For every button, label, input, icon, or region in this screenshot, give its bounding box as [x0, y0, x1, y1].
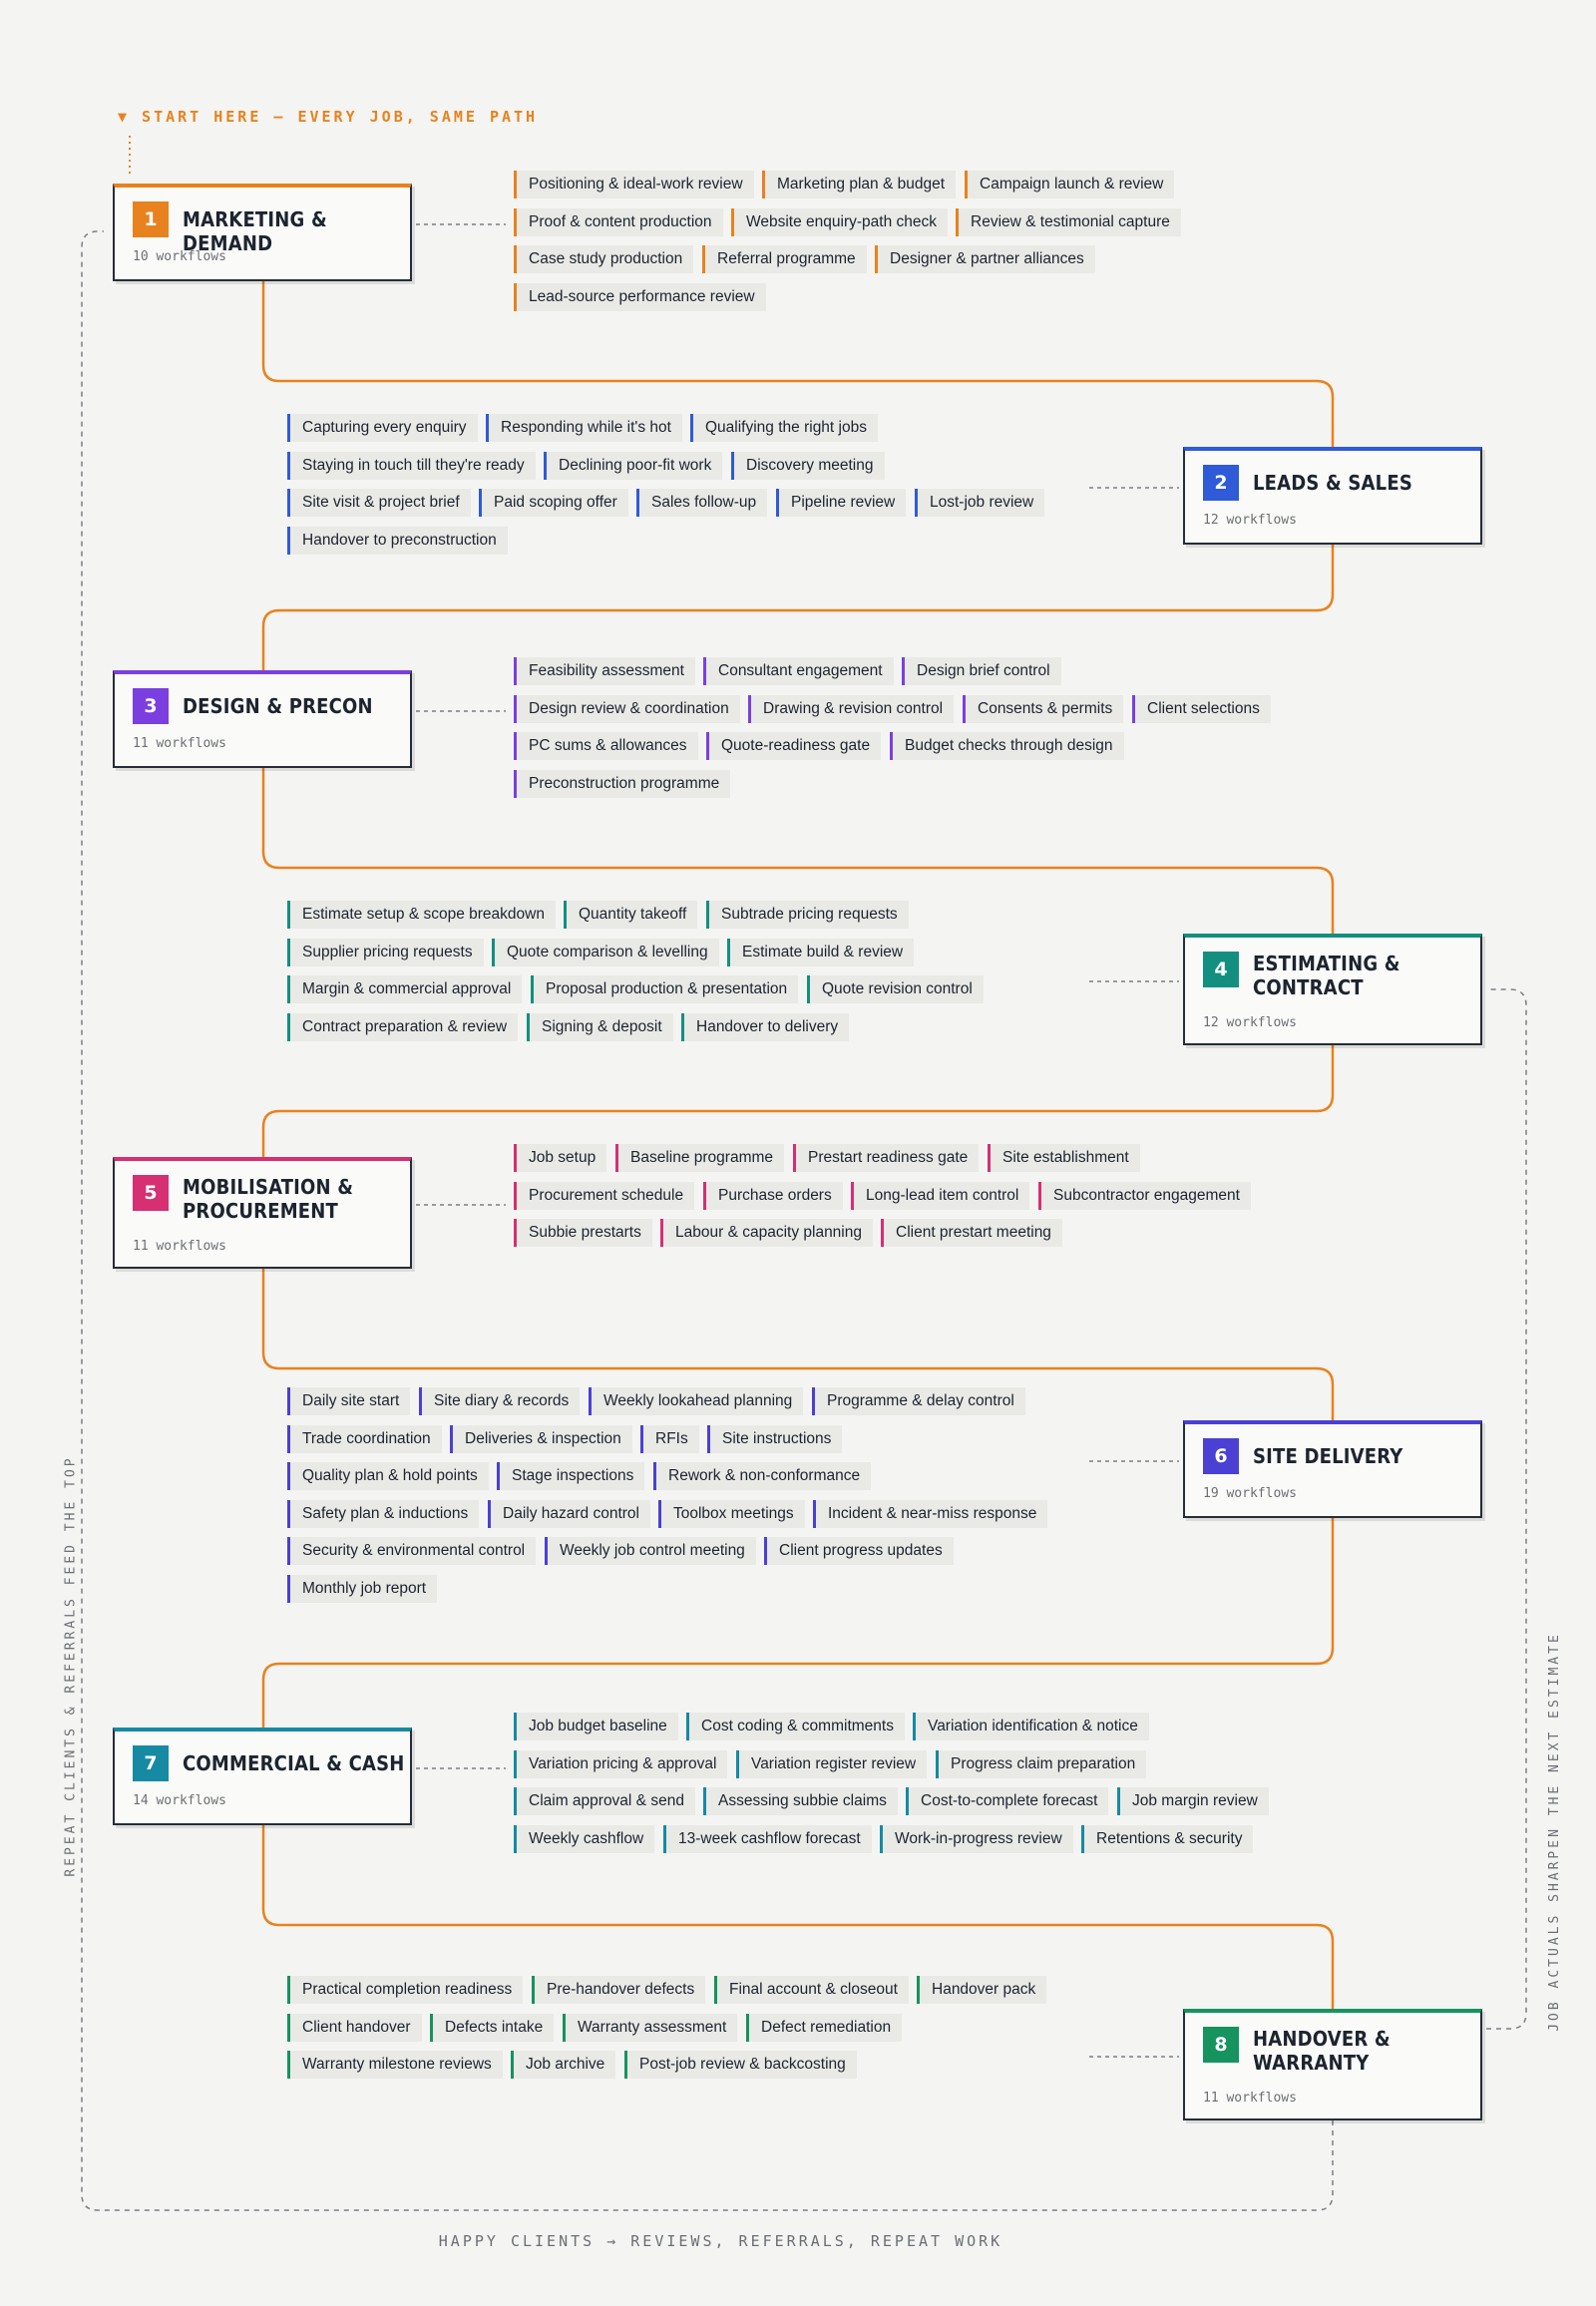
estimate-feedback-loop: [1486, 989, 1526, 2029]
workflow-chip[interactable]: Qualifying the right jobs: [690, 414, 878, 442]
workflow-chip[interactable]: Daily site start: [287, 1387, 410, 1415]
workflow-chip[interactable]: Progress claim preparation: [936, 1750, 1146, 1778]
workflow-chip[interactable]: Baseline programme: [615, 1144, 784, 1172]
workflow-chip[interactable]: Campaign launch & review: [965, 171, 1174, 198]
workflow-chip[interactable]: Weekly job control meeting: [545, 1537, 756, 1565]
workflow-chip[interactable]: Sales follow-up: [636, 489, 767, 517]
workflow-chip[interactable]: Pre-handover defects: [532, 1976, 705, 2004]
workflow-chip[interactable]: Design brief control: [902, 657, 1061, 685]
workflow-chip[interactable]: Claim approval & send: [514, 1787, 695, 1815]
stage-workflow-count: 14 workflows: [133, 1793, 226, 1808]
workflow-chip[interactable]: Post-job review & backcosting: [624, 2051, 857, 2079]
workflow-chip[interactable]: Pipeline review: [776, 489, 906, 517]
workflow-chip[interactable]: Preconstruction programme: [514, 770, 730, 798]
workflow-chip[interactable]: Incident & near-miss response: [813, 1500, 1047, 1528]
stage-workflow-count: 11 workflows: [133, 1239, 226, 1254]
workflow-chip[interactable]: Site diary & records: [419, 1387, 580, 1415]
workflow-chip[interactable]: Lead-source performance review: [514, 283, 766, 311]
workflow-chip[interactable]: Job budget baseline: [514, 1713, 678, 1740]
workflow-chip[interactable]: Cost coding & commitments: [686, 1713, 905, 1740]
workflow-chip[interactable]: Site instructions: [707, 1425, 842, 1453]
workflow-chip[interactable]: Labour & capacity planning: [660, 1219, 873, 1247]
workflow-chip[interactable]: Rework & non-conformance: [653, 1462, 871, 1490]
workflow-chip[interactable]: Weekly cashflow: [514, 1825, 654, 1853]
workflow-chip[interactable]: Variation identification & notice: [913, 1713, 1149, 1740]
stage-card-4[interactable]: [1183, 934, 1482, 1045]
stage-number-badge: 1: [133, 201, 169, 237]
workflow-chip[interactable]: Prestart readiness gate: [793, 1144, 979, 1172]
workflow-chip[interactable]: Supplier pricing requests: [287, 939, 484, 966]
workflow-chip[interactable]: Signing & deposit: [527, 1013, 673, 1041]
workflow-chip[interactable]: Consultant engagement: [703, 657, 894, 685]
workflow-chip[interactable]: Capturing every enquiry: [287, 414, 478, 442]
workflow-chip[interactable]: Proof & content production: [514, 208, 723, 236]
workflow-chip[interactable]: Weekly lookahead planning: [589, 1387, 803, 1415]
workflow-chip[interactable]: Subtrade pricing requests: [706, 901, 909, 929]
workflow-chip[interactable]: Feasibility assessment: [514, 657, 695, 685]
workflow-chip[interactable]: Assessing subbie claims: [703, 1787, 898, 1815]
workflow-chip[interactable]: Referral programme: [702, 245, 867, 273]
workflow-chip[interactable]: Contract preparation & review: [287, 1013, 518, 1041]
stage-workflow-count: 19 workflows: [1203, 1486, 1297, 1501]
workflow-chip[interactable]: Case study production: [514, 245, 693, 273]
stage-number-badge: 6: [1203, 1438, 1239, 1474]
workflow-chip[interactable]: Trade coordination: [287, 1425, 442, 1453]
workflow-chip[interactable]: Paid scoping offer: [479, 489, 628, 517]
workflow-chip[interactable]: Budget checks through design: [890, 732, 1124, 760]
workflow-chip[interactable]: PC sums & allowances: [514, 732, 698, 760]
stage-card-3[interactable]: [113, 670, 412, 768]
workflow-chip[interactable]: Staying in touch till they're ready: [287, 452, 536, 480]
workflow-chip[interactable]: Client progress updates: [764, 1537, 954, 1565]
left-side-label: REPEAT CLIENTS & REFERRALS FEED THE TOP: [63, 1454, 79, 1877]
stage-card-2[interactable]: [1183, 447, 1482, 545]
flow-path-segment: [263, 1045, 1333, 1157]
stage-card-8[interactable]: [1183, 2009, 1482, 2120]
workflow-chip[interactable]: Quality plan & hold points: [287, 1462, 489, 1490]
stage-number-badge: 5: [133, 1175, 169, 1211]
workflow-chip[interactable]: Site visit & project brief: [287, 489, 471, 517]
workflow-chip[interactable]: Proposal production & presentation: [531, 975, 798, 1003]
stage-number-badge: 7: [133, 1745, 169, 1781]
workflow-chip[interactable]: Website enquiry-path check: [731, 208, 948, 236]
workflow-chip[interactable]: Variation pricing & approval: [514, 1750, 727, 1778]
workflow-chip[interactable]: Drawing & revision control: [748, 695, 954, 723]
right-side-label: JOB ACTUALS SHARPEN THE NEXT ESTIMATE: [1546, 1631, 1562, 2032]
workflow-chip[interactable]: Cost-to-complete forecast: [906, 1787, 1108, 1815]
workflow-chip[interactable]: Handover pack: [917, 1976, 1046, 2004]
stage-workflow-count: 11 workflows: [1203, 2091, 1297, 2106]
stage-title: DESIGN & PRECON: [183, 694, 373, 718]
workflow-chip[interactable]: Quote comparison & levelling: [492, 939, 719, 966]
workflow-chip[interactable]: Practical completion readiness: [287, 1976, 523, 2004]
workflow-chip[interactable]: Retentions & security: [1081, 1825, 1253, 1853]
workflow-chip[interactable]: Variation register review: [736, 1750, 927, 1778]
workflow-chip[interactable]: Subcontractor engagement: [1038, 1182, 1251, 1210]
workflow-chip[interactable]: Estimate build & review: [727, 939, 914, 966]
loop-label: HAPPY CLIENTS → REVIEWS, REFERRALS, REPEAT WORK: [438, 2232, 1003, 2250]
stage-card-6[interactable]: [1183, 1420, 1482, 1518]
workflow-chip[interactable]: Daily hazard control: [488, 1500, 650, 1528]
workflow-chip[interactable]: Marketing plan & budget: [762, 171, 956, 198]
workflow-chip[interactable]: Programme & delay control: [812, 1387, 1025, 1415]
stage-number-badge: 2: [1203, 465, 1239, 501]
stage-number-badge: 3: [133, 688, 169, 724]
workflow-chip[interactable]: Job margin review: [1117, 1787, 1269, 1815]
workflow-chip[interactable]: Responding while it's hot: [486, 414, 682, 442]
workflow-chip[interactable]: Review & testimonial capture: [956, 208, 1181, 236]
stage-number-badge: 4: [1203, 952, 1239, 987]
workflow-chip[interactable]: Positioning & ideal-work review: [514, 171, 754, 198]
stage-card-7[interactable]: [113, 1728, 412, 1825]
stage-card-1[interactable]: [113, 184, 412, 281]
workflow-chip[interactable]: Declining poor-fit work: [544, 452, 722, 480]
workflow-chip[interactable]: Warranty milestone reviews: [287, 2051, 503, 2079]
workflow-chip[interactable]: Deliveries & inspection: [450, 1425, 632, 1453]
workflow-chip[interactable]: Safety plan & inductions: [287, 1500, 479, 1528]
workflow-chip[interactable]: Handover to delivery: [681, 1013, 849, 1041]
workflow-chip[interactable]: 13-week cashflow forecast: [663, 1825, 872, 1853]
workflow-chip[interactable]: Defects intake: [430, 2014, 554, 2042]
workflow-chip[interactable]: Purchase orders: [703, 1182, 843, 1210]
workflow-chip[interactable]: Quote-readiness gate: [706, 732, 881, 760]
stage-title: MARKETING & DEMAND: [183, 207, 327, 255]
stage-workflow-count: 12 workflows: [1203, 1015, 1297, 1030]
flow-path-segment: [263, 545, 1333, 670]
workflow-chip[interactable]: Site establishment: [988, 1144, 1140, 1172]
workflow-chip[interactable]: Discovery meeting: [731, 452, 885, 480]
workflow-chip[interactable]: Consents & permits: [963, 695, 1123, 723]
workflow-chip[interactable]: Designer & partner alliances: [875, 245, 1095, 273]
workflow-chip[interactable]: Toolbox meetings: [658, 1500, 805, 1528]
workflow-chip[interactable]: Final account & closeout: [714, 1976, 909, 2004]
start-label: ▼ START HERE — EVERY JOB, SAME PATH: [118, 108, 539, 126]
workflow-chip[interactable]: Design review & coordination: [514, 695, 740, 723]
stage-title: COMMERCIAL & CASH: [183, 1751, 405, 1775]
stage-title: MOBILISATION & PROCUREMENT: [183, 1175, 354, 1223]
workflow-chip[interactable]: Work-in-progress review: [880, 1825, 1073, 1853]
workflow-chip[interactable]: Margin & commercial approval: [287, 975, 522, 1003]
workflow-chip[interactable]: Estimate setup & scope breakdown: [287, 901, 556, 929]
workflow-chip[interactable]: Security & environmental control: [287, 1537, 536, 1565]
stage-number-badge: 8: [1203, 2027, 1239, 2063]
workflow-chip[interactable]: Long-lead item control: [851, 1182, 1029, 1210]
stage-workflow-count: 11 workflows: [133, 736, 226, 751]
workflow-chip[interactable]: Procurement schedule: [514, 1182, 694, 1210]
workflow-chip[interactable]: RFIs: [640, 1425, 699, 1453]
stage-title: HANDOVER & WARRANTY: [1253, 2027, 1391, 2075]
workflow-chip[interactable]: Handover to preconstruction: [287, 527, 508, 555]
stage-workflow-count: 10 workflows: [133, 249, 226, 264]
workflow-chip[interactable]: Defect remediation: [746, 2014, 902, 2042]
workflow-chip[interactable]: Lost-job review: [915, 489, 1044, 517]
stage-title: LEADS & SALES: [1253, 471, 1413, 495]
stage-workflow-count: 12 workflows: [1203, 513, 1297, 528]
stage-title: ESTIMATING & CONTRACT: [1253, 952, 1400, 999]
workflow-chip[interactable]: Client selections: [1132, 695, 1271, 723]
workflow-chip[interactable]: Warranty assessment: [563, 2014, 737, 2042]
stage-card-5[interactable]: [113, 1157, 412, 1269]
workflow-chip[interactable]: Quote revision control: [807, 975, 984, 1003]
workflow-chip[interactable]: Quantity takeoff: [564, 901, 697, 929]
stage-title: SITE DELIVERY: [1253, 1444, 1403, 1468]
workflow-chip[interactable]: Monthly job report: [287, 1575, 437, 1603]
workflow-chip[interactable]: Client handover: [287, 2014, 422, 2042]
workflow-chip[interactable]: Client prestart meeting: [881, 1219, 1062, 1247]
workflow-chip[interactable]: Job setup: [514, 1144, 606, 1172]
workflow-chip[interactable]: Stage inspections: [497, 1462, 644, 1490]
workflow-chip[interactable]: Subbie prestarts: [514, 1219, 652, 1247]
workflow-chip[interactable]: Job archive: [511, 2051, 615, 2079]
